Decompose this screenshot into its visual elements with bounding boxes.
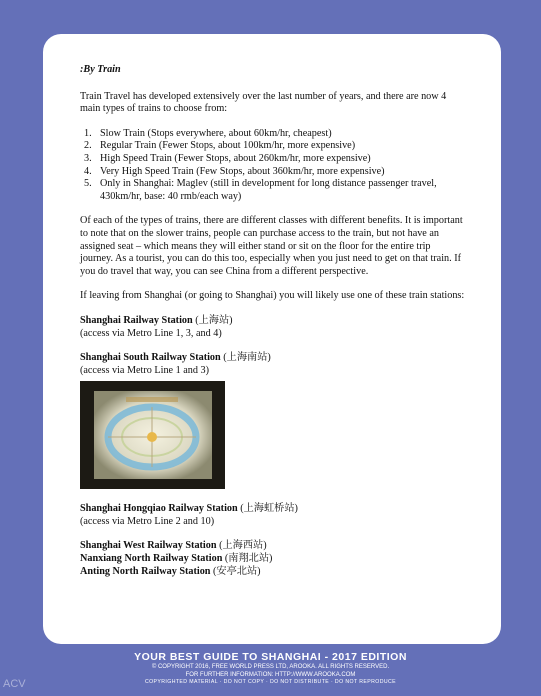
leaving-paragraph: If leaving from Shanghai (or going to Shanghai) you will likely use one of these train stations: xyxy=(80,290,465,302)
list-item xyxy=(80,140,465,153)
list-item xyxy=(80,178,465,203)
document-page xyxy=(43,34,501,644)
watermark: ACV xyxy=(3,678,26,690)
station-name: Shanghai South Railway Station xyxy=(80,352,221,364)
list-number: 4. xyxy=(84,165,92,177)
list-text: Only in Shanghai: Maglev (still in development for long distance passenger travel, 430km/hr, base: 40 rmb/each way) xyxy=(100,178,437,202)
station-name: Nanxiang North Railway Station xyxy=(80,553,223,565)
station-hongqiao xyxy=(80,503,465,528)
list-number: 2. xyxy=(84,140,92,152)
station-access: (access via Metro Line 1, 3, and 4) xyxy=(80,327,222,339)
intro-paragraph: Train Travel has developed extensively over the last number of years, and there are now 4 main types of trains to choose from: xyxy=(80,90,447,115)
station-nanxiang xyxy=(80,553,465,566)
station-name: Shanghai Hongqiao Railway Station xyxy=(80,503,238,515)
station-south xyxy=(80,352,465,377)
station-shanghai xyxy=(80,315,465,340)
list-text: Slow Train (Stops everywhere, about 60km/hr, cheapest) xyxy=(100,127,332,139)
classes-paragraph: Of each of the types of trains, there are different classes with different benefits. It is important to note that on the slower trains, people can purchase access to the train, but not have an assigned seat – which means they will either stand or sit on the floor for the entire trip journey. As a tourist, you can do this too, especially when you just need to get on that train. If you do travel that way, you can see China from a different perspective. xyxy=(80,215,463,277)
station-chinese: (上海站) xyxy=(195,314,233,326)
station-map-photo xyxy=(80,381,225,489)
station-name: Shanghai Railway Station xyxy=(80,314,193,326)
list-text: Very High Speed Train (Few Stops, about 360km/hr, more expensive) xyxy=(100,165,385,177)
station-chinese: (安亭北站) xyxy=(213,565,261,577)
page-footer xyxy=(0,651,541,686)
station-name: Shanghai West Railway Station xyxy=(80,540,217,552)
station-chinese: (上海虹桥站) xyxy=(240,503,298,515)
list-item xyxy=(80,128,465,141)
section-heading: :By Train xyxy=(80,64,121,75)
footer-copyright: © COPYRIGHT 2016, FREE WORLD PRESS LTD, AROOKA. ALL RIGHTS RESERVED. xyxy=(151,664,390,670)
station-access: (access via Metro Line 2 and 10) xyxy=(80,515,215,527)
station-chinese: (上海西站) xyxy=(219,540,267,552)
list-number: 5. xyxy=(84,178,92,190)
list-text: Regular Train (Fewer Stops, about 100km/hr, more expensive) xyxy=(100,140,356,152)
station-name: Anting North Railway Station xyxy=(80,565,211,577)
station-chinese: (南翔北站) xyxy=(224,553,273,565)
train-types-list xyxy=(80,128,465,204)
list-number: 3. xyxy=(84,152,92,164)
list-text: High Speed Train (Fewer Stops, about 260km/hr, more expensive) xyxy=(100,152,371,164)
station-anting xyxy=(80,566,465,579)
station-west xyxy=(80,540,465,553)
footer-title: YOUR BEST GUIDE TO SHANGHAI - 2017 EDITION xyxy=(134,651,407,663)
footer-info: FOR FURTHER INFORMATION: HTTP://WWW.AROOKA.COM xyxy=(185,671,356,678)
list-number: 1. xyxy=(84,127,92,139)
footer-notice: COPYRIGHTED MATERIAL · DO NOT COPY · DO NOT DISTRIBUTE · DO NOT REPRODUCE xyxy=(144,679,397,685)
station-chinese: (上海南站) xyxy=(223,352,271,364)
page-content xyxy=(80,64,465,578)
list-item xyxy=(80,153,465,166)
station-access: (access via Metro Line 1 and 3) xyxy=(80,364,209,376)
list-item xyxy=(80,166,465,179)
